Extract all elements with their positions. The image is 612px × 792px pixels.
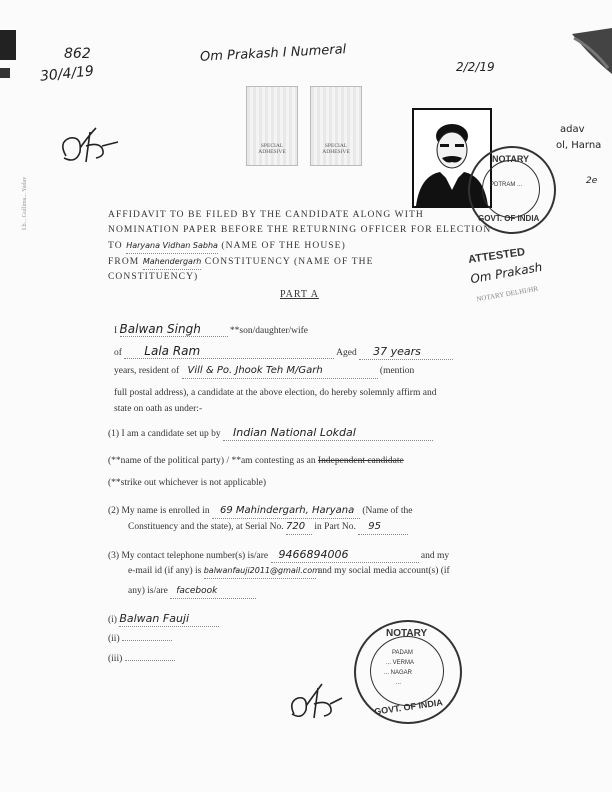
hand-number: 862 xyxy=(64,46,91,62)
title-line-3: TO Haryana Vidhan Sabha (NAME OF THE HOUSE) xyxy=(108,238,498,254)
attested-sub: NOTARY DELHI/HR xyxy=(475,284,539,304)
q2-row: (2) My name is enrolled in 69 Mahindergarh, Haryana (Name of the xyxy=(108,504,412,519)
attested-signature: Om Prakash xyxy=(469,259,544,287)
enrolled-field: 69 Mahindergarh, Haryana xyxy=(212,504,360,519)
adhesive-label: SPECIAL ADHESIVE xyxy=(322,143,350,155)
seal-ring-text: NOTARY xyxy=(386,628,428,639)
email-field: balwanfauji2011@gmail.com xyxy=(204,564,316,579)
seal-bottom-text: GOVT. OF INDIA xyxy=(478,214,540,223)
item-ii-field xyxy=(122,640,172,641)
special-adhesive-stamp-1 xyxy=(246,86,298,166)
q3-line-2: e-mail id (if any) is balwanfauji2011@gmail.com and my social media account(s) (if xyxy=(128,564,450,579)
signature-icon xyxy=(56,122,124,170)
q1-line-2: (**name of the political party) / **am contesting as an Independent candidate xyxy=(108,456,404,466)
right-edge-text-2: ol, Harna xyxy=(556,140,602,151)
form-line-3: full postal address), a candidate at the above election, do hereby solemnly affirm and xyxy=(114,388,437,398)
form-line-4: state on oath as under:- xyxy=(114,404,203,414)
father-name-field: Lala Ram xyxy=(124,344,334,359)
item-iii-row: (iii) xyxy=(108,652,175,666)
seal-inner-2: ... VERMA xyxy=(386,660,415,666)
q1-line-3: (**strike out whichever is not applicable) xyxy=(108,478,267,488)
candidate-name-field: Balwan Singh xyxy=(120,322,228,337)
binding-edge xyxy=(0,30,16,60)
hand-top-names: Om Prakash I Numeral xyxy=(199,42,347,65)
title-line-4: FROM Mahendergarh CONSTITUENCY (NAME OF THE xyxy=(108,254,498,270)
q3-line-3: any) is/are facebook xyxy=(128,584,256,599)
from-constituency-field: Mahendergarh xyxy=(143,254,202,270)
page-corner-fold xyxy=(562,28,612,74)
item-ii-row: (ii) xyxy=(108,632,172,646)
signature-bottom-icon xyxy=(286,676,346,726)
seal-inner-text: PDTRAM ... xyxy=(490,182,523,188)
hand-top-right: 2/2/19 xyxy=(456,60,495,74)
form-father-row: of Lala Ram Aged 37 years xyxy=(114,344,453,360)
seal-bottom-text: GOVT. OF INDIA xyxy=(373,697,444,717)
notary-seal-bottom-icon xyxy=(354,620,462,724)
special-adhesive-stamp-2 xyxy=(310,86,362,166)
item-i-row: (i) Balwan Fauji xyxy=(108,612,219,627)
right-edge-text-1: adav xyxy=(560,124,585,135)
margin-vertical-text: Lb... Gullima... Yadav xyxy=(22,176,28,230)
q2-line-2: Constituency and the state), at Serial No. 720 in Part No. 95 xyxy=(128,520,408,535)
title-line-5: CONSTITUENCY) xyxy=(108,272,199,282)
right-edge-text-3: 2e xyxy=(586,176,598,186)
serial-field: 720 xyxy=(286,520,312,535)
part-a-heading: PART A xyxy=(280,289,320,300)
phone-field: 9466894006 xyxy=(271,548,419,563)
affidavit-title xyxy=(108,208,498,285)
form-address-row: years, resident of Vill & Po. Jhook Teh M/Garh (mention xyxy=(114,364,414,379)
age-field: 37 years xyxy=(359,345,453,360)
social-field: facebook xyxy=(170,584,256,599)
title-line-1: AFFIDAVIT TO BE FILED BY THE CANDIDATE ALONG WITH xyxy=(108,210,424,220)
to-house-field: Haryana Vidhan Sabha xyxy=(126,238,218,254)
seal-inner-1: PADAM xyxy=(392,650,413,656)
q3-row: (3) My contact telephone number(s) is/are 9466894006 and my xyxy=(108,548,450,561)
seal-inner-4: ... xyxy=(396,680,402,686)
adhesive-label: SPECIAL ADHESIVE xyxy=(258,143,286,155)
seal-inner-3: ... NAGAR xyxy=(384,670,413,676)
q1-row: (1) I am a candidate set up by Indian National Lokdal xyxy=(108,426,433,441)
item-iii-field xyxy=(125,660,175,661)
title-line-2: NOMINATION PAPER BEFORE THE RETURNING OFFICER FOR ELECTION xyxy=(108,225,492,235)
hand-date: 30/4/19 xyxy=(39,63,95,85)
party-field: Indian National Lokdal xyxy=(223,426,433,441)
address-field: Vill & Po. Jhook Teh M/Garh xyxy=(182,364,378,379)
item-i-field: Balwan Fauji xyxy=(119,612,219,627)
part-no-field: 95 xyxy=(358,520,408,535)
seal-ring-text: NOTARY xyxy=(492,154,529,164)
form-name-row: I Balwan Singh **son/daughter/wife xyxy=(114,322,309,336)
binding-hole xyxy=(0,68,10,78)
attested-stamp: ATTESTED xyxy=(467,246,526,266)
